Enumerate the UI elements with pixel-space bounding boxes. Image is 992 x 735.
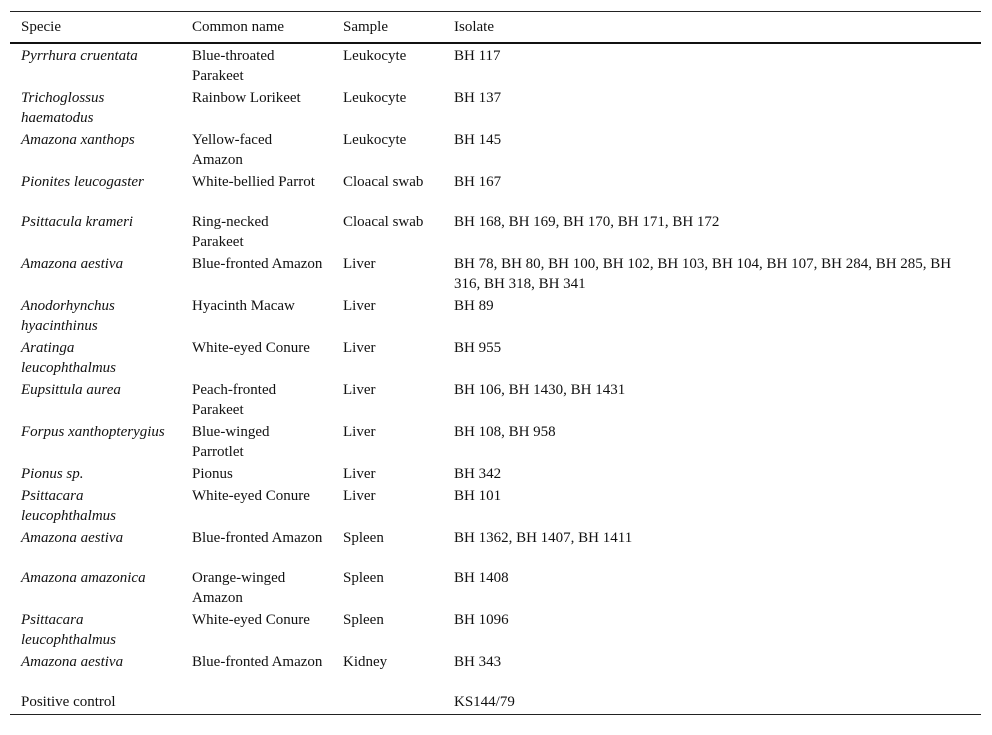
table-row <box>10 86 981 128</box>
cell-common-name: Blue-fronted Amazon <box>192 530 323 546</box>
cell-sample: Kidney <box>343 654 388 670</box>
cell-sample: Liver <box>343 382 376 398</box>
cell-common-name: White-eyed Conure <box>192 612 310 628</box>
cell-sample: Liver <box>343 488 376 504</box>
cell-common-name: Ring-necked Parakeet <box>192 214 269 250</box>
cell-specie: Pionus sp. <box>21 466 84 482</box>
cell-specie: Amazona aestiva <box>21 256 124 272</box>
cell-common-name: White-eyed Conure <box>192 340 310 356</box>
cell-sample: Spleen <box>343 530 384 546</box>
table-row <box>10 170 981 210</box>
cell-isolate: BH 78, BH 80, BH 100, BH 102, BH 103, BH 104, BH 107, BH 284, BH 285, BH 316, BH 318, BH 341 <box>454 256 952 292</box>
cell-common-name: Hyacinth Macaw <box>192 298 295 314</box>
header-isolate: Isolate <box>443 12 981 44</box>
cell-sample <box>332 690 443 714</box>
table-row <box>10 252 981 294</box>
cell-specie: Amazona amazonica <box>21 570 146 586</box>
isolates-table <box>10 11 981 715</box>
cell-common-name: White-eyed Conure <box>192 488 310 504</box>
header-common-name: Common name <box>181 12 332 44</box>
cell-isolate: BH 1408 <box>454 570 509 586</box>
cell-isolate: BH 167 <box>454 174 502 190</box>
table-row <box>10 336 981 378</box>
cell-sample: Liver <box>343 466 376 482</box>
cell-specie: Pyrrhura cruentata <box>21 48 138 64</box>
cell-isolate: BH 168, BH 169, BH 170, BH 171, BH 172 <box>454 214 720 230</box>
cell-isolate: KS144/79 <box>454 694 515 710</box>
table-header <box>10 12 981 44</box>
cell-common-name: Blue-fronted Amazon <box>192 256 323 272</box>
cell-isolate: BH 106, BH 1430, BH 1431 <box>454 382 626 398</box>
cell-specie: Pionites leucogaster <box>21 174 144 190</box>
cell-specie: Trichoglossus haematodus <box>21 90 105 126</box>
cell-sample: Spleen <box>343 570 384 586</box>
cell-common-name: Blue-winged Parrotlet <box>192 424 270 460</box>
cell-sample: Leukocyte <box>343 90 407 106</box>
table-row <box>10 378 981 420</box>
table-row <box>10 210 981 252</box>
cell-isolate: BH 101 <box>454 488 502 504</box>
cell-sample: Spleen <box>343 612 384 628</box>
cell-specie: Psittacara leucophthalmus <box>21 488 116 524</box>
cell-specie: Amazona aestiva <box>21 654 124 670</box>
cell-sample: Liver <box>343 424 376 440</box>
table-row <box>10 566 981 608</box>
cell-isolate: BH 137 <box>454 90 502 106</box>
cell-specie: Psittacula krameri <box>21 214 134 230</box>
table-row <box>10 608 981 650</box>
header-row <box>10 12 981 44</box>
cell-isolate: BH 89 <box>454 298 494 314</box>
cell-common-name: Blue-fronted Amazon <box>192 654 323 670</box>
cell-isolate: BH 343 <box>454 654 502 670</box>
table-row <box>10 484 981 526</box>
cell-sample: Cloacal swab <box>343 174 424 190</box>
cell-isolate: BH 117 <box>454 48 501 64</box>
cell-specie: Amazona xanthops <box>21 132 135 148</box>
cell-isolate: BH 1362, BH 1407, BH 1411 <box>454 530 633 546</box>
cell-specie: Forpus xanthopterygius <box>21 424 165 440</box>
cell-sample: Liver <box>343 298 376 314</box>
cell-specie: Eupsittula aurea <box>21 382 121 398</box>
header-specie: Specie <box>10 12 181 44</box>
cell-isolate: BH 108, BH 958 <box>454 424 556 440</box>
cell-common-name: Peach-fronted Parakeet <box>192 382 277 418</box>
table-row <box>10 420 981 462</box>
cell-sample: Cloacal swab <box>343 214 424 230</box>
cell-common-name: Pionus <box>192 466 233 482</box>
cell-isolate: BH 342 <box>454 466 502 482</box>
cell-common-name: Yellow-faced Amazon <box>192 132 273 168</box>
table-row <box>10 43 981 86</box>
cell-common-name: Rainbow Lorikeet <box>192 90 301 106</box>
cell-sample: Leukocyte <box>343 132 407 148</box>
cell-specie: Psittacara leucophthalmus <box>21 612 116 648</box>
cell-specie: Anodorhynchus hyacinthinus <box>21 298 115 334</box>
cell-isolate: BH 955 <box>454 340 502 356</box>
table-body <box>10 43 981 714</box>
cell-isolate: BH 145 <box>454 132 502 148</box>
table-row <box>10 462 981 484</box>
table-row <box>10 526 981 566</box>
header-sample: Sample <box>332 12 443 44</box>
cell-sample: Liver <box>343 340 376 356</box>
table-row <box>10 650 981 690</box>
cell-sample: Liver <box>343 256 376 272</box>
cell-common-name: Blue-throated Parakeet <box>192 48 275 84</box>
cell-common-name: Orange-winged Amazon <box>192 570 286 606</box>
cell-specie: Positive control <box>21 694 116 710</box>
cell-isolate: BH 1096 <box>454 612 509 628</box>
data-table-container <box>10 11 981 715</box>
table-row <box>10 690 981 714</box>
table-row <box>10 128 981 170</box>
cell-specie: Amazona aestiva <box>21 530 124 546</box>
cell-common-name: White-bellied Parrot <box>192 174 315 190</box>
cell-common-name <box>181 690 332 714</box>
cell-specie: Aratinga leucophthalmus <box>21 340 116 376</box>
cell-sample: Leukocyte <box>343 48 407 64</box>
table-row <box>10 294 981 336</box>
